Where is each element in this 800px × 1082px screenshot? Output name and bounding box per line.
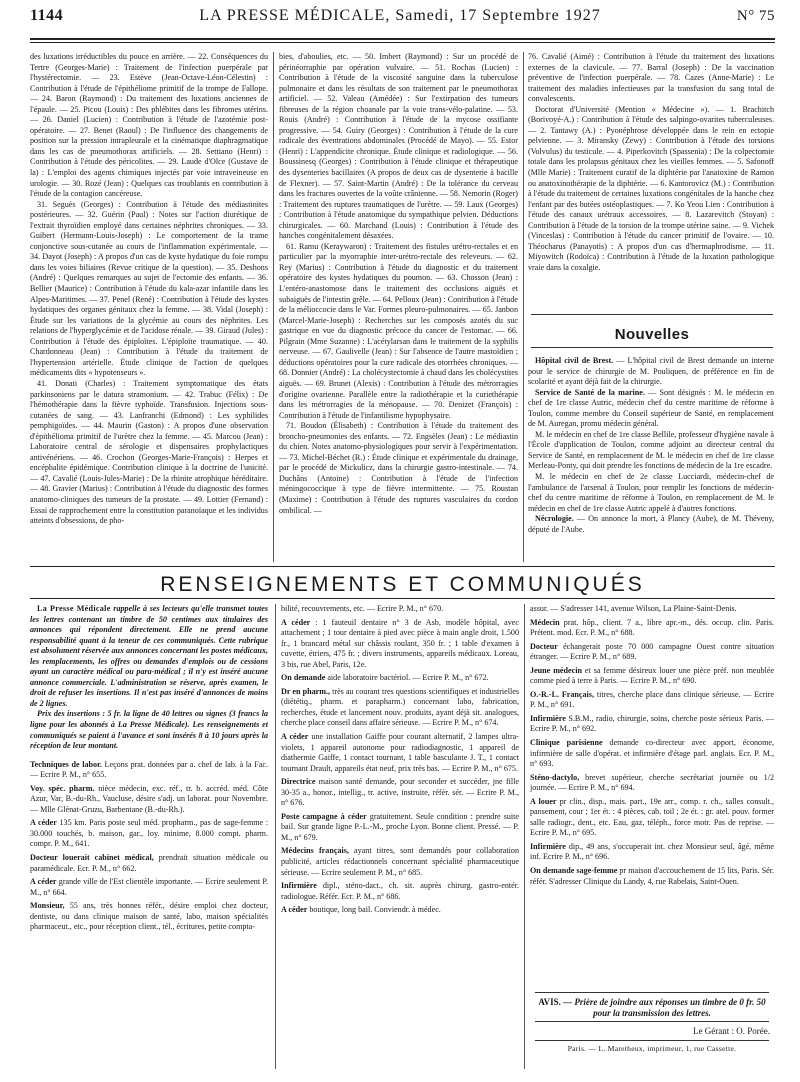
column-divider xyxy=(275,604,276,1069)
classified-ad: Infirmière S.B.M., radio, chirurgie, soins, cherche poste sérieux Paris. — Ecrire P. M., n° 692. xyxy=(530,713,774,734)
renseignements-heading: RENSEIGNEMENTS ET COMMUNIQUÉS xyxy=(160,573,645,596)
classified-ad: Infirmière dipl., sténo-dact., ch. sit. auprès chirurg. gastro-entér. radiologue. Référ. Ecr. P. M., n° 686. xyxy=(281,881,519,901)
classified-ad: Dr en pharm., très au courant tres questions scientifiques et industrielles (diététiq., pharm. et parapharm.) concernant labo, fabrication, recherches, étude et lancement nouv. produits, ayant déjà sit. analogues, cherche place conseil dans affaire sérieuse. — Ecrire P. M., n° 674. xyxy=(281,686,519,728)
notice-paragraph: La Presse Médicale rappelle à ses lecteurs qu'elle transmet toutes les lettres contenant un timbre de 50 centimes aux titulaires des annonces qui répondent directement. Elle ne prend aucune responsabilité quant à la teneur de ces communiqués. Cette rubrique est absolument réservée aux annonces concernant les postes médicaux, les remplacements, les offres ou demandes d'emplois ou de cessions ayant un caractère médical ou para-médical ; il n'y est inséré aucune annonce commerciale. L'administration se réserve, après examen, le droit de refuser les insertions. Il n'est pas inséré d'annonces de moins de 2 lignes. xyxy=(30,604,268,708)
imprint-rule xyxy=(535,1040,769,1041)
classified-ad: A céder : 1 fauteuil dentaire n° 3 de Asb, modèle hôpital, avec attachement ; 1 tour dentaire à pied avec pièce à main angle droit, 1.500 fr., 1 brancard métal sur châssis roulant, 350 fr. ; 1 table d'examen à cuvette, étriers, 475 fr. ; divers instruments, appareils médicaux. Loreau, 3 bis, rue Abel, Paris, 12e. xyxy=(281,617,519,669)
classified-ad: Directrice maison santé demande, pour seconder et succéder, jne fille 30-35 a., honor., intellig., tr. active, instruite, référ. sér. — Ecrire P. M., n° 676. xyxy=(281,777,519,808)
section-rule xyxy=(30,598,775,599)
classified-ad: Sténo-dactylo, brevet supérieur, cherche secrétariat journée ou 1/2 journée. — Ecrire P. M., n° 694. xyxy=(530,772,774,793)
running-head xyxy=(30,7,775,33)
paragraph: 61. Ramu (Keraywaron) : Traitement des fistules urétro-rectales et en particulier par la myorraphie inter-urétro-rectale des releveurs. — 62. Rey (Marius) : Contribution à l'étude du diagnostic et du traitement opératoire des kystes hydatiques du poumon. — 63. Chosson (Jean) : L'entéro-anastomose dans le traitement des occlusions aiguës et subaiguës de l'intestin grêle. — 64. Pelloux (Jean) : Contribution à l'étude de la mélioccocie dans le Var. Formes pleuro-pulmonaires. — 65. Janbon (Marcel-Marie-Joseph) : Recherches sur les composés azotés du suc gastrique en vue du diagnostic précoce du cancer de l'estomac. — 66. Pilgrain (Mme Suzanne) : L'acétylarsan dans le traitement de la syphilis nerveuse. — 67. Gaulivelle (Jean) : Sur l'absence de l'autre mastoïdien ; déductions opératoires pour la cure radicale des otorrhées chroniques. — 68. Donnier (André) : La cholécystectomie à chaud dans les cholécystites aiguës. — 69. Brunet (Alexis) : Contribution à l'étude des métrorragies d'origine ovarienne. Parallèle entre la radiothérapie et la curiethérapie dans les métrorragies de la ménopause. — 70. Denizet (François) : Contribution à l'étude de l'infantilisme hypophysaire. xyxy=(279,241,518,420)
paragraph: bies, d'aboulies, etc. — 50. Imbert (Raymond) : Sur un procédé de périnéorraphie par opération vulvaire. — 51. Rochas (Lucien) : Contribution à l'étude de la viscosité sanguine dans la tuberculose pulmonaire et dans les résultats de son traitement par le pneumothorax artificiel. — 52. Valeau (Amédée) : Sur l'extirpation des tumeurs fibreuses de la région choanale par la voie trans-vélo-palatine. — 53. Rouis (André) : Contribution à l'étude de la mycose ossifiante progressive. — 54. Guiry (Georges) : Contribution à l'étude de la cure radicale des éventrations abdominales (Procédé de Mayo). — 55. Estor (Henri) : L'appendicite chronique. Étude clinique et radiologique. — 56. Boussinesq (Georges) : Contribution à l'étude clinique et thérapeutique des dysenteries bacillaires (A propos de deux cas de dysenterie à bacille de Flexner). — 57. Saint-Martin (André) : De la tolérance du cerveau dans les fractures ouvertes de la voûte crânienne. — 58. Nemorin (Roger) : Traitement des ruptures traumatiques de l'urètre. — 59. Laux (Georges) : Contribution à l'étude anatomique du sympathique pelvien. Déductions chirurgicales. — 60. Marchand (Louis) : Contribution à l'étude des hanches congénitalement désaxées. xyxy=(279,52,518,241)
header-rule-thin xyxy=(30,42,775,43)
news-item: M. le médecin en chef de 2e classe Lucciardi, médecin-chef de l'ambulance de l'arsenal à Toulon, pour remplir les fonctions de médecin-chef du centre maritime de réforme à Toulon, en remplacement de M. le médecin en chef de 1re classe Autric appelé à d'autres fonctions. xyxy=(528,472,774,513)
paragraph: Doctorat d'Université (Mention « Médecine »). — 1. Brachitch (Borivoyé-A.) : Contribution à l'étude des salpingo-ovarites tuberculeuses. — 2. Tantawy (A.) : Pyonéphrose développée dans le rein en ectopie pelvienne. — 3. Miransky (Zewy) : Contribution à l'étude des torsions (Volvulus) du testicule. — 4. Piperkovitch (Spassenia) : De la colpectomie totale dans les prolapsus génitaux chez les vieilles femmes. — 5. Safonoff (Mlle Marie) : Traitement curatif de la diphtérie par l'anatoxine de Ramon ou anatoxinothérapie de la diphtérie. — 6. Kantorovicz (M.) : Contribution à l'étude du traitement de certaines luxations congénitales de la hanche chez l'enfant par des butées ostéoplastiques. — 7. Ko Yeou Lien : Contribution à l'étude des canaux urétraux accessoires. — 8. Lazarevitch (Stoyan) : Contribution à l'étude de la torsion de la trompe utérine saine. — 9. Vichek (Vinceslas) : Contribution à l'étude du cancer primitif de l'ovaire. — 10. Théocharus (Panayotis) : A propos d'un cas d'hermaphrodisme. — 11. Miyowitch (Rodoïca) : Contribution à l'étude de la luxation pathologique vraie dans la coxalgie. xyxy=(528,104,774,272)
paragraph: 76. Cavalié (Aimé) : Contribution à l'étude du traitement des luxations externes de la clavicule. — 77. Barral (Joseph) : De la vaccination préventive de l'infection puerpérale. — 78. Cazes (Anne-Marie) : Le traitement des maladies infectieuses par la transfusion du sang total de convalescents. xyxy=(528,52,774,104)
classified-ad: Médecin prat. hôp., client. 7 a., libre apr.-m., dés. occup. clin. Paris. Prétent. mod. Ecr. P. M., n° 688. xyxy=(530,617,774,638)
classified-ad: On demande aide laboratoire bactériol. — Ecrire P. M., n° 672. xyxy=(281,673,489,683)
classified-ad: bilité, recouvrements, etc. — Ecrire P. M., n° 670. xyxy=(281,604,444,613)
paragraph: des luxations irréductibles du pouce en arrière. — 22. Conséquences du Tertre (Georges-Marie) : Traitement de l'infection puerpérale par l'hystérectomie. — 23. Estève (Jean-Octave-Léon-Célestin) : Contribution à l'étude de l'épithéliome primitif de la trompe de Fallope. — 24. Baron (Raymond) : Du traitement des luxations anciennes de l'épaule. — 25. Picou (Louis) : Des phlébites dans les fibromes utérins. — 26. Daniel (Lucien) : Contribution à l'étude de l'azotémie post-opératoire. — 27. Benet (Raoul) : De l'influence des changements de position sur la pression intrapleurale et la cinématique diaphragmatique dans les cas de pneumothorax artificiels. — 28. Settiano (Henri) : Contribution à l'étude des péricolites. — 29. Laude d'Olce (Gustave de la) : L'emploi des agents chimiques injectés par voie intraveineuse en urologie. — 30. Rozé (Jean) : Quelques cas troublants en contribution à l'étude de la contagion cancéreuse. xyxy=(30,52,268,199)
nouvelles-heading: Nouvelles xyxy=(614,326,690,343)
classified-ad: Clinique parisienne demande co-directeur avec apport, économe, infirmière de salle d'opérat. et infirmière d'étage parl. anglais. Ecr. P. M., n° 693. xyxy=(530,738,774,769)
printer-imprint: Paris. — L. Maretheux, imprimeur, 1, rue Cassette. xyxy=(567,1044,737,1053)
classified-ad: On demande sage-femme pr maison d'accouchement de 15 lits, Paris. Sér. référ. S'adresser Clinique du Landy, 4, rue Rabelais, Saint-Ouen. xyxy=(530,866,774,886)
journal-title: LA PRESSE MÉDICALE, Samedi, 17 Septembre 1927 xyxy=(199,7,601,24)
paragraph: 41. Donati (Charles) : Traitement symptomatique des états parkinsoniens par le datura stramonium. — 42. Trabuc (Félix) : De l'hémothérapie dans la fièvre typhoïde. Transfusion. Injections sous-cutanées de sang. — 43. Lanfranchi (Edmond) : Les syphilides pemphigoïdes. — 44. Maurin (Gaston) : A propos d'une observation d'épithélioma primitif de l'urètre chez la femme. — 45. Marcou (Jean) : Laboratoire central de sérologie et dispensaires prophylactiques antivénériens. — 46. Crochon (Georges-Marie-François) : Herpes et encéphalite épidémique. Contribution clinique à la doctrine de l'unicité. — 47. Cavalié (Louis-Jules-Marie) : De la rhinite atrophique héréditaire. — 48. Gravier (Marius) : Contribution à l'étude du diagnostic des formes anatomo-cliniques des tumeurs de la prostate. — 49. Lottier (Fernand) : Essai de rapprochement entre la constitution paranoïaque et les individus atteints d'obsessions, de pho- xyxy=(30,378,268,526)
classified-ad: A céder boutique, long bail. Conviendr. à médec. xyxy=(281,905,441,915)
classified-ad: Docteur louerait cabinet médical, prendrait situation médicale ou paramédicale. Ecr. P. M., n° 662. xyxy=(30,853,268,873)
news-item: Nécrologie. — On annonce la mort, à Plancy (Aube), de M. Théveny, député de l'Aube. xyxy=(528,514,774,534)
thesis-list-column-1 xyxy=(30,52,268,562)
avis-notice: AVIS. — Prière de joindre aux réponses un timbre de 0 fr. 50 pour la transmission des lettres. xyxy=(538,997,766,1018)
gerant-signature: Le Gérant : O. Porée. xyxy=(693,1026,770,1036)
nouvelles-column xyxy=(528,356,774,560)
classified-ad: Jeune médecin et sa femme désireux louer une pièce préf. non meublée comme pied à terre à Paris. — Ecrire P. M., n° 690. xyxy=(530,665,774,686)
nouvelles-rule-bottom xyxy=(531,347,773,348)
classified-ad: A céder 135 km. Paris poste seul méd. propharm., pas de sage-femme : 30.000 touchés, b. maison, gar., loy. minime, 8.000 compt. pharm. compr. P. M., 641. xyxy=(30,818,268,849)
news-item: Hôpital civil de Brest. — L'hôpital civil de Brest demande un interne pour le service de chirurgie de M. Pouliquen, de préférence en fin de scolarité et ayant déjà fait de la chirurgie. xyxy=(528,356,774,387)
column-divider xyxy=(524,604,525,1069)
nouvelles-rule-top xyxy=(531,314,773,315)
classified-ad: Infirmière dip., 49 ans, s'occuperait int. chez Monsieur seul, âgé, même inf. Ecrire P. M., n° 696. xyxy=(530,841,774,862)
classified-ad: Poste campagne à céder gratuitement. Seule condition : prendre suite bail. Sur grande ligne P.-L.-M., proche Lyon. Bonne client. Pressé. — P. M., n° 679. xyxy=(281,811,519,842)
section-rule xyxy=(30,566,775,567)
classified-ad: Voy. spéc. pharm. nièce médecin, exc. réf., tr. b. accréd. méd. Côte Azur, Var, B.-du-Rh., Vaucluse, désire s'adj. un laborat. pour Novembre. — Mlle Glénat-Gruzu, Barbentane (B.-du-Rh.). xyxy=(30,783,268,814)
classified-ad: A louer pr clin., disp., mais. part., 19e arr., comp. r. ch., salles consult., pansement, cour ; 1er ét. : 4 pièces, cab. toil ; 2e ét. : gr. atel. pouv. former salle radiogr., dent., etc. Eau, gaz, téléph., force motr. Pas de reprise. — Ecrire P. M., n° 695. xyxy=(530,796,774,838)
column-divider xyxy=(523,52,524,562)
issue-number: N° 75 xyxy=(736,8,775,24)
avis-rule-bottom xyxy=(535,1021,769,1022)
news-item: M. le médecin en chef de 1re classe Bellile, professeur d'hygiène navale à l'École d'application de Toulon, comme adjoint au directeur central du Service de Santé, en remplacement de M. le médecin en chef de 1re classe Merleau-Ponty, qui doit prendre les fonctions de médecin de la 1re escadre. xyxy=(528,429,774,471)
thesis-list-column-3 xyxy=(528,52,774,307)
avis-rule-top xyxy=(535,992,769,993)
classified-ad: Techniques de labor. Leçons prat. données par a. chef de lab. à la Fac. — Ecrire P. M., n° 655. xyxy=(30,759,268,780)
classified-ad: Docteur échangerait poste 70 000 campagne Ouest contre situation étranger. — Ecrire P. M., n° 689. xyxy=(530,641,774,662)
paragraph: 31. Seguès (Georges) : Contribution à l'étude des médiastinites postérieures. — 32. Guérin (Paul) : Notes sur l'action diurétique de l'extrait thyroïdien employé dans certaines néphrites chroniques. — 33. Guibert (Hermann-Louis-Joseph) : Le comportement de la trame conjonctive sous-cutanée au cours de l'inflammation expérimentale. — 34. Dayot (Joseph) : A propos d'un cas de kyste hydatique du foie rompu dans les voies biliaires (Revue critique de la question). — 35. Deshons (André) : Quelques remarques au sujet de l'ectomie des enfants. — 36. Bellier (Maurice) : Contribution à l'étude du kala-azar infantile dans les Alpes-Maritimes. — 37. Penel (René) : Contribution à l'étude des kystes hydatiques des organes génitaux chez la femme. — 38. Vidal (Joseph) : Étude sur les variations de la glycémie au cours des néphrites. Les relations de l'hyperglycémie et de l'acidose rénale. — 39. Giraud (Jules) : Contribution à l'étude des épiploïtes. L'épiploïte traumatique. — 40. Chardonneau (Jean) : Contribution à l'étude du traitement de l'hypertension artérielle. Étude clinique de l'action de quelques médicaments dits « hypotenseurs ». xyxy=(30,199,268,378)
column-divider xyxy=(273,52,274,562)
classified-ad: O.-R.-L. Français, titres, cherche place dans clinique sérieuse. — Ecrire P. M., n° 691. xyxy=(530,689,774,710)
notice-paragraph: Prix des insertions : 5 fr. la ligne de 40 lettres ou signes (3 francs la ligne pour les abonnés à La Presse Médicale). Les renseignements et communiqués se paient à l'avance et sont insérés 8 à 10 jours après la réception de leur montant. xyxy=(30,709,268,751)
page-number: 1144 xyxy=(30,7,64,24)
thesis-list-column-2 xyxy=(279,52,518,562)
news-item: Service de Santé de la marine. — Sont désignés : M. le médecin en chef de 1re classe Autric, médecin chef du centre maritime de réforme à Toulon, comme membre du Conseil supérieur de Santé, en remplacement de M. Auregan, promu médecin général. xyxy=(528,387,774,429)
classified-ad: Monsieur, 55 ans, très bonnes référ., désire emploi chez docteur, dentiste, ou dans clinique maison de santé, labo, maison spécialités pharmaceut., etc., pour réception client., tél., écritures, petite compta- xyxy=(30,901,268,932)
classifieds-column-1 xyxy=(30,604,268,1069)
classified-ad: A céder grande ville de l'Est clientèle importante. — Ecrire seulement P. M., n° 664. xyxy=(30,877,268,897)
classifieds-column-2 xyxy=(281,604,519,1069)
classified-ad: A céder une installation Gaiffe pour courant alternatif, 2 lampes ultra-violets, 1 appareil autonome pour radiodiagnostic, 1 appareil de diathermie Gaiffe, 1 contact tournant, 1 table basculante J. T., 1 contact tournant Drault, appareils état neuf, prix très bas. — Ecrire P. M., n° 675. xyxy=(281,732,519,773)
classified-ad: Médecins français, ayant titres, sont demandés pour collaboration publicité, articles rédactionnels concernant spécialité pharmaceutique sérieuse. — Ecrire seulement P. M., n° 685. xyxy=(281,846,519,877)
classifieds-column-3 xyxy=(530,604,774,984)
classified-ad: assur. — S'adresser 141, avenue Wilson, La Plaine-Saint-Denis. xyxy=(530,604,737,613)
header-rule xyxy=(30,38,775,40)
paragraph: 71. Boudon (Élisabeth) : Contribution à l'étude du traitement des broncho-pneumonies des enfants. — 72. Engsèles (Jean) : Le médiastin du chien. Notes anatomo-physiologiques pour servir à l'expérimentation. — 73. Michel-Béchet (R.) : Étude clinique et expérimentale du drainage, par le procédé de Mickulicz, dans la chirurgie gastro-intestinale. — 74. Duchâns (Antoine) : Contribution à l'étude de l'infection méningococcique à type de fièvre intermittente. — 75. Roustan (Maxime) : Contribution à l'étude des ruptures vasculaires du cordon ombilical. — xyxy=(279,421,518,515)
